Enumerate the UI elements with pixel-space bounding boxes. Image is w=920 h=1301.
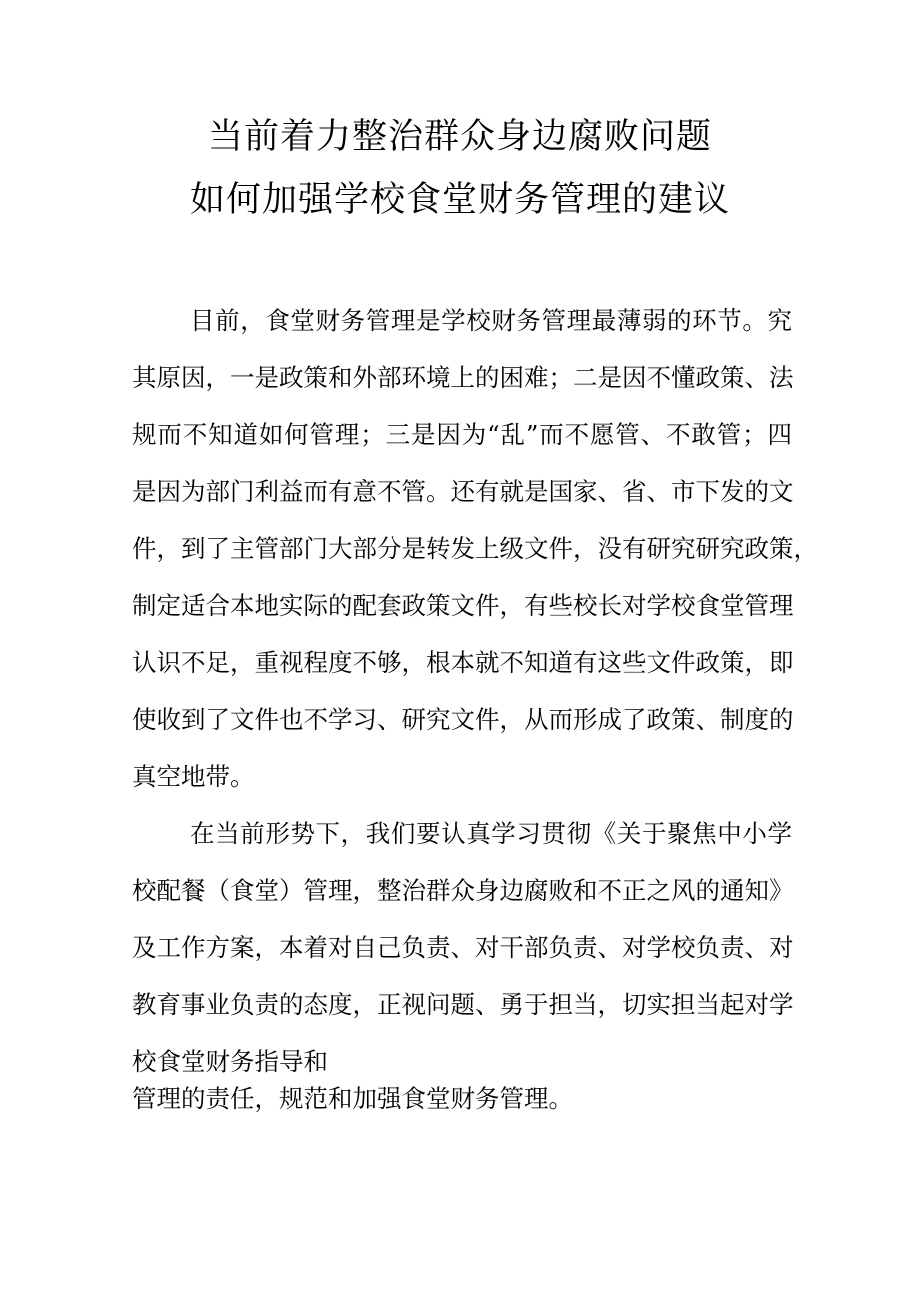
paragraph-1-line-7: 认识不足，重视程度不够，根本就不知道有这些文件政策，即	[132, 648, 794, 677]
document-title-line-1: 当前着力整治群众身边腐败问题	[207, 117, 712, 157]
paragraph-1-line-5: 件，到了主管部门大部分是转发上级文件，没有研究研究政策，	[132, 534, 818, 563]
paragraph-1-line-4: 是因为部门利益而有意不管。还有就是国家、省、市下发的文	[132, 477, 794, 506]
paragraph-1-line-1: 目前，食堂财务管理是学校财务管理最薄弱的环节。究	[190, 306, 792, 335]
document-title-line-2: 如何加强学校食堂财务管理的建议	[189, 180, 730, 220]
paragraph-1-line-9: 真空地带。	[132, 762, 255, 791]
paragraph-2-line-4: 教育事业负责的态度，正视问题、勇于担当，切实担当起对学	[132, 990, 794, 1019]
paragraph-2-line-3: 及工作方案，本着对自己负责、对干部负责、对学校负责、对	[132, 933, 794, 962]
paragraph-2-line-2: 校配餐（食堂）管理，整治群众身边腐败和不正之风的通知》	[132, 876, 794, 905]
paragraph-1-line-3: 规而不知道如何管理；三是因为“乱”而不愿管、不敢管；四	[132, 420, 792, 449]
paragraph-2-line-1: 在当前形势下，我们要认真学习贯彻《关于聚焦中小学	[190, 819, 792, 848]
paragraph-2-line-6: 管理的责任，规范和加强食堂财务管理。	[132, 1084, 573, 1113]
paragraph-1-line-6: 制定适合本地实际的配套政策文件，有些校长对学校食堂管理	[132, 591, 794, 620]
paragraph-1-line-2: 其原因，一是政策和外部环境上的困难；二是因不懂政策、法	[132, 363, 794, 392]
paragraph-1-line-8: 使收到了文件也不学习、研究文件，从而形成了政策、制度的	[132, 705, 794, 734]
paragraph-2-line-5: 校食堂财务指导和	[132, 1047, 328, 1076]
